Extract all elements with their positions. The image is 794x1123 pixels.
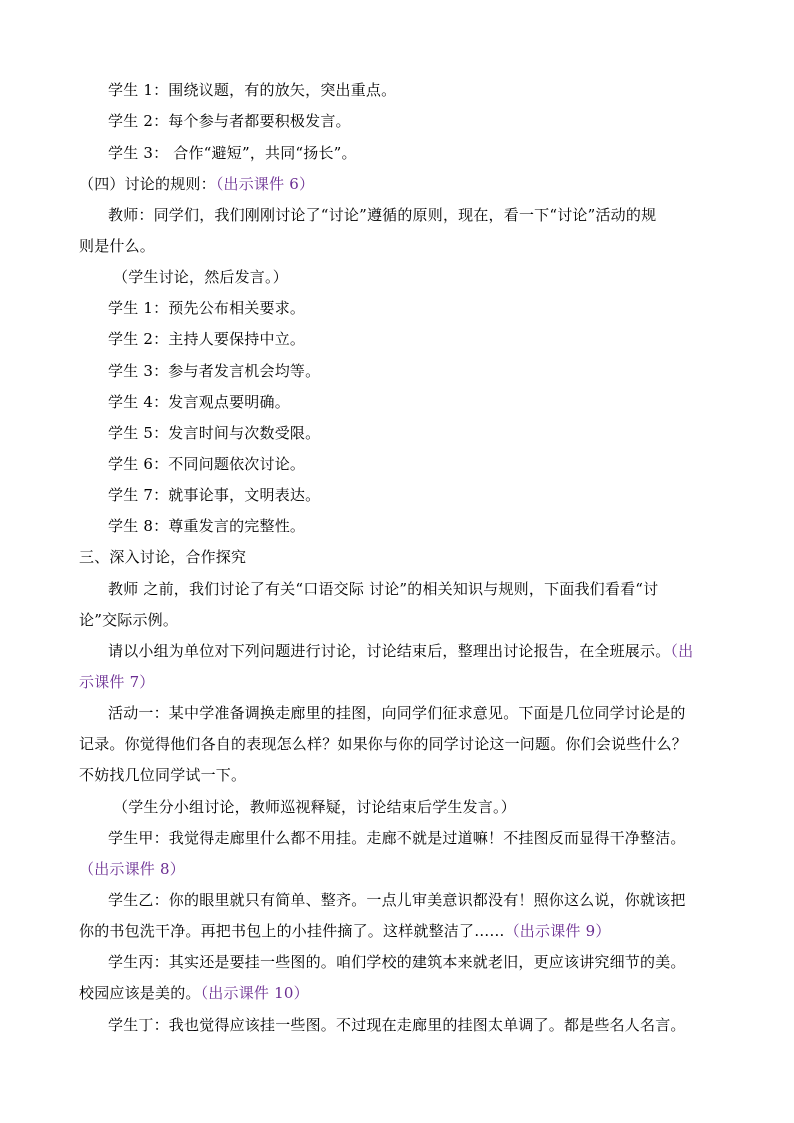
paragraph-line: （学生分小组讨论，教师巡视释疑，讨论结束后学生发言。） bbox=[113, 798, 516, 816]
section-heading: （四）讨论的规则：（出示课件 6） bbox=[79, 175, 315, 193]
paragraph-line: 学生 7：就事论事，文明表达。 bbox=[108, 486, 321, 504]
paragraph-line bbox=[79, 672, 155, 692]
paragraph-line: 学生 4：发言观点要明确。 bbox=[108, 393, 290, 411]
paragraph-line: 学生丙：其实还是要挂一些图的。咱们学校的建筑本来就老旧，更应该讲究细节的美。 bbox=[108, 953, 686, 971]
paragraph-line: 不妨找几位同学试一下。 bbox=[79, 766, 247, 784]
paragraph-line: 学生 2：主持人要保持中立。 bbox=[108, 330, 306, 348]
paragraph-line: 活动一：某中学准备调换走廊里的挂图，向同学们征求意见。下面是几位同学讨论是的 bbox=[108, 704, 686, 722]
paragraph-line: （学生讨论，然后发言。） bbox=[113, 268, 288, 286]
paragraph-line: 论”交际示例。 bbox=[79, 611, 179, 629]
paragraph-line: 校园应该是美的。（出示课件 10） bbox=[79, 984, 309, 1002]
paragraph-line: 学生乙：你的眼里就只有简单、整齐。一点儿审美意识都没有！照你这么说，你就该把 bbox=[108, 891, 686, 909]
courseware-note: 示课件 7） bbox=[79, 673, 155, 691]
courseware-note: （出示课件 6） bbox=[215, 175, 315, 193]
paragraph-line: 学生 8：尊重发言的完整性。 bbox=[108, 517, 306, 535]
paragraph-line: 教师：同学们，我们刚刚讨论了“讨论”遵循的原则，现在，看一下“讨论”活动的规 bbox=[108, 206, 657, 224]
paragraph-line: 学生 6：不同问题依次讨论。 bbox=[108, 455, 306, 473]
paragraph-line: 则是什么。 bbox=[79, 237, 156, 255]
paragraph-line: 你的书包洗干净。再把书包上的小挂件摘了。这样就整洁了……（出示课件 9） bbox=[79, 922, 611, 940]
paragraph-line: 请以小组为单位对下列问题进行讨论，讨论结束后，整理出讨论报告，在全班展示。（出 bbox=[108, 642, 694, 660]
paragraph-line: 学生 5：发言时间与次数受限。 bbox=[108, 424, 321, 442]
paragraph-line: 教师 之前，我们讨论了有关“口语交际 讨论”的相关知识与规则，下面我们看看“讨 bbox=[108, 580, 659, 598]
paragraph-line: 学生甲：我觉得走廊里什么都不用挂。走廊不就是过道嘛！不挂图反而显得干净整洁。 bbox=[108, 829, 686, 847]
paragraph-line bbox=[79, 859, 185, 879]
courseware-note: （出示课件 9） bbox=[504, 922, 611, 940]
courseware-note: （出 bbox=[670, 642, 694, 660]
paragraph-line: 记录。你觉得他们各自的表现怎么样？如果你与你的同学讨论这一问题。你们会说些什么？ bbox=[79, 735, 688, 753]
paragraph-line: 学生 1：预先公布相关要求。 bbox=[108, 299, 306, 317]
paragraph-line: 学生 2：每个参与者都要积极发言。 bbox=[108, 112, 351, 130]
courseware-note: （出示课件 10） bbox=[200, 984, 309, 1002]
section-heading: 三、深入讨论，合作探究 bbox=[79, 548, 247, 566]
paragraph-line: 学生 3： 合作“避短”，共同“扬长”。 bbox=[108, 144, 357, 162]
paragraph-line: 学生丁：我也觉得应该挂一些图。不过现在走廊里的挂图太单调了。都是些名人名言。 bbox=[108, 1016, 686, 1034]
paragraph-line: 学生 1：围绕议题，有的放矢，突出重点。 bbox=[108, 81, 397, 99]
courseware-note: （出示课件 8） bbox=[79, 860, 185, 878]
paragraph-line: 学生 3：参与者发言机会均等。 bbox=[108, 362, 321, 380]
